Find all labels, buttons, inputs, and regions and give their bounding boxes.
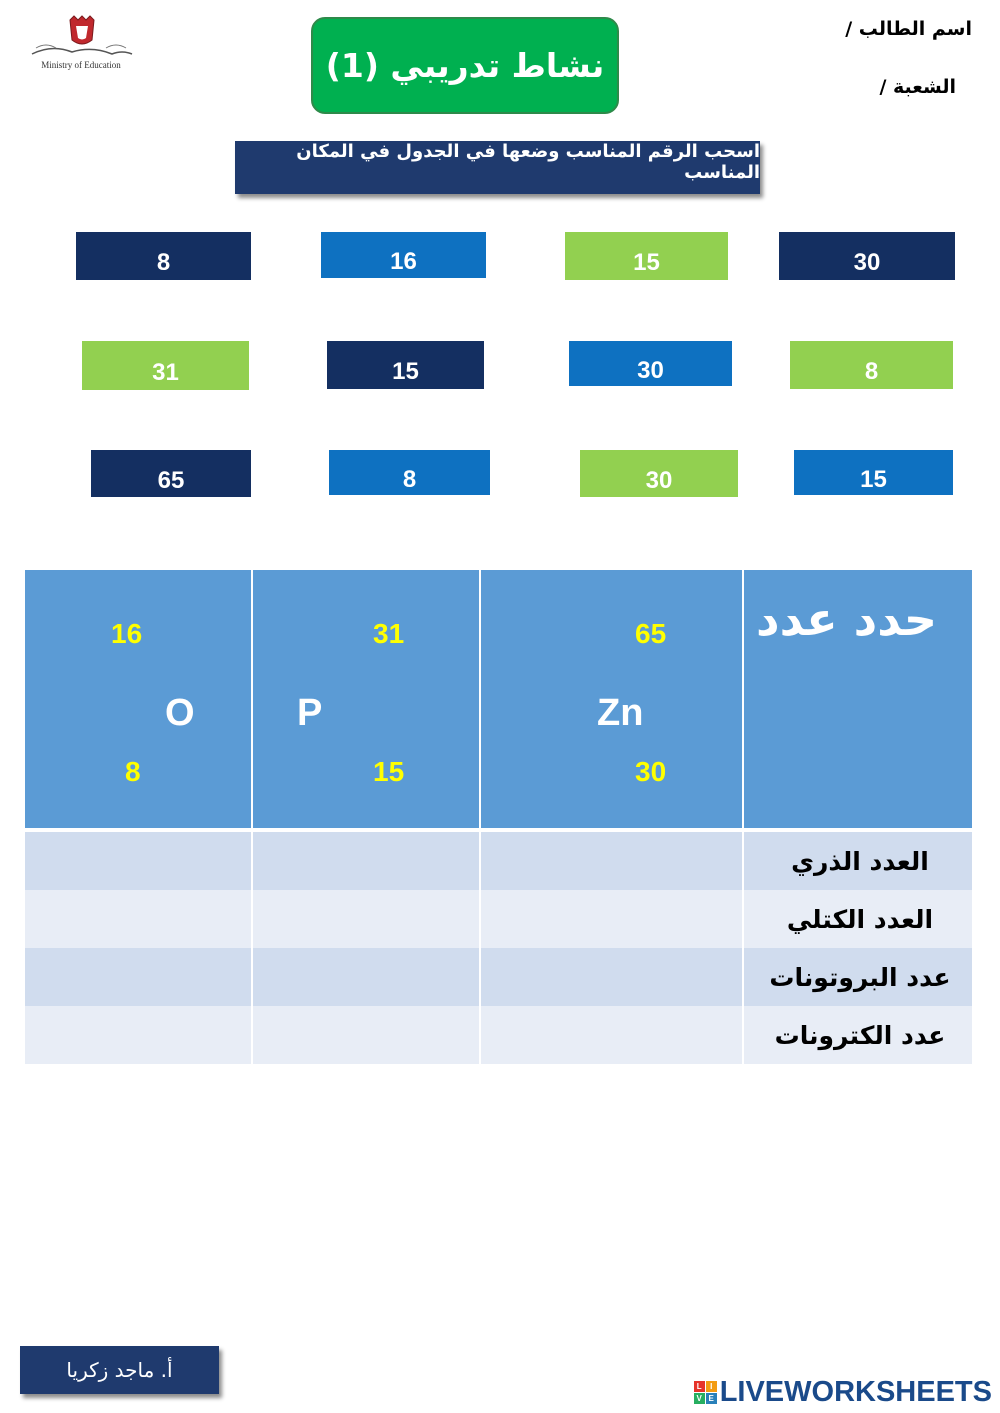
element-cell-zn — [481, 570, 744, 828]
section-label: الشعبة / — [879, 76, 956, 98]
header-label-cell — [744, 570, 972, 828]
drag-tile[interactable]: 65 — [91, 450, 251, 497]
drop-zone[interactable] — [481, 832, 744, 890]
table-row — [25, 948, 972, 1006]
table-row — [25, 1006, 972, 1064]
atomic-number: 8 — [125, 756, 141, 787]
brand-mark-letter: E — [706, 1393, 717, 1404]
drag-tile[interactable]: 30 — [779, 232, 955, 280]
ministry-logo — [22, 14, 140, 76]
drag-tile[interactable]: 31 — [82, 341, 249, 390]
drop-zone[interactable] — [253, 1006, 481, 1064]
element-cell-o — [25, 570, 253, 828]
drag-tile[interactable]: 8 — [76, 232, 251, 280]
determine-label: حدد عدد — [756, 592, 937, 646]
atomic-number: 15 — [373, 756, 405, 787]
mass-number: 65 — [635, 618, 667, 649]
element-symbol: Zn — [597, 692, 644, 734]
row-label-electrons: عدد الكترونات — [774, 1020, 946, 1050]
student-name-label: اسم الطالب / — [845, 18, 972, 40]
row-label-protons: عدد البروتونات — [769, 962, 951, 992]
drop-zone[interactable] — [25, 948, 253, 1006]
drop-zone[interactable] — [25, 1006, 253, 1064]
element-symbol: P — [297, 692, 323, 734]
drop-zone[interactable] — [25, 832, 253, 890]
drop-zone[interactable] — [481, 948, 744, 1006]
drag-tile[interactable]: 15 — [794, 450, 953, 495]
activity-title: نشاط تدريبي (1) — [311, 17, 619, 114]
liveworksheets-logo[interactable] — [694, 1376, 992, 1409]
drop-zone[interactable] — [481, 1006, 744, 1064]
drop-zone[interactable] — [25, 890, 253, 948]
table-row — [25, 890, 972, 948]
mass-number: 31 — [373, 618, 405, 649]
drop-zone[interactable] — [253, 948, 481, 1006]
drag-tile[interactable]: 30 — [569, 341, 732, 386]
table-header-row — [25, 570, 972, 828]
mass-number: 16 — [111, 618, 143, 649]
emblem-icon — [22, 14, 140, 60]
row-label-mass-number: العدد الكتلي — [786, 904, 934, 934]
brand-mark-letter: L — [694, 1381, 705, 1392]
drop-zone[interactable] — [253, 832, 481, 890]
drag-tile[interactable]: 15 — [327, 341, 484, 389]
brand-mark-icon — [694, 1381, 717, 1404]
element-symbol: O — [165, 692, 195, 734]
brand-mark-letter: I — [706, 1381, 717, 1392]
brand-text: LIVEWORKSHEETS — [719, 1376, 992, 1408]
drag-tile[interactable]: 15 — [565, 232, 728, 280]
drag-tile[interactable]: 8 — [790, 341, 953, 389]
instruction-banner: اسحب الرقم المناسب وضعها في الجدول في المكان المناسب — [235, 141, 760, 194]
drop-zone[interactable] — [481, 890, 744, 948]
row-label-atomic-number: العدد الذري — [791, 846, 929, 876]
teacher-name: أ. ماجد زكريا — [20, 1346, 219, 1394]
drag-tile[interactable]: 8 — [329, 450, 490, 495]
logo-caption: Ministry of Education — [41, 60, 121, 70]
drag-tile[interactable]: 30 — [580, 450, 738, 497]
element-cell-p — [253, 570, 481, 828]
atomic-number: 30 — [635, 756, 667, 787]
drag-tile[interactable]: 16 — [321, 232, 486, 278]
drop-zone[interactable] — [253, 890, 481, 948]
table-row — [25, 832, 972, 890]
brand-mark-letter: V — [694, 1393, 705, 1404]
